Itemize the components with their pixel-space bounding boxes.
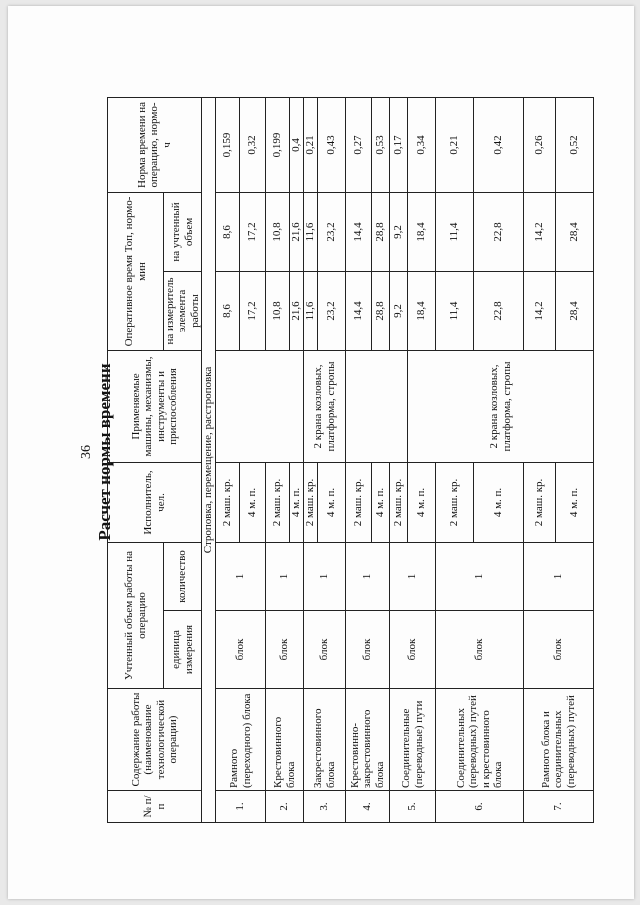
row-unit: блок (216, 611, 266, 689)
row-per-unit: 17,2 (240, 271, 266, 350)
row-executor: 2 маш. кр. (390, 462, 408, 542)
row-unit: блок (436, 611, 524, 689)
header-num: № п/п (108, 791, 202, 823)
row-executor: 2 маш. кр. (216, 462, 240, 542)
row-quantity: 1 (216, 542, 266, 610)
page-title-text: Расчет нормы времени (95, 363, 114, 541)
row-per-unit: 28,8 (372, 271, 390, 350)
row-per-volume: 8,6 (216, 192, 240, 271)
machines-cell-group-2: 2 крана козловых, платформа, стропы (408, 350, 594, 462)
row-executor: 2 маш. кр. (304, 462, 318, 542)
row-per-volume: 23,2 (318, 192, 346, 271)
row-per-volume: 11,6 (304, 192, 318, 271)
row-per-volume: 22,8 (474, 192, 524, 271)
row-per-volume: 9,2 (390, 192, 408, 271)
row-norm: 0,34 (408, 97, 436, 192)
time-norm-table-frame (107, 98, 581, 823)
row-norm: 0,42 (474, 97, 524, 192)
row-per-volume: 14,4 (346, 192, 372, 271)
row-num: 3. (304, 791, 346, 823)
row-per-unit: 14,2 (524, 271, 556, 350)
row-norm: 0,27 (346, 97, 372, 192)
header-quantity: количество (164, 542, 202, 610)
row-per-unit: 8,6 (216, 271, 240, 350)
row-per-unit: 10,8 (266, 271, 290, 350)
row-norm: 0,53 (372, 97, 390, 192)
row-executor: 4 м. п. (556, 462, 594, 542)
row-per-unit: 9,2 (390, 271, 408, 350)
row-unit: блок (304, 611, 346, 689)
row-num: 6. (436, 791, 524, 823)
row-content: Рамного блока и соединительных (переводных) путей (524, 689, 594, 791)
row-executor: 2 маш. кр. (346, 462, 372, 542)
header-executor: Исполнитель, чел. (108, 462, 202, 542)
section-title: Строповка, перемещение, расстроповка (202, 97, 216, 822)
row-content: Рамного (переходного) блока (216, 689, 266, 791)
header-norm: Норма времени на операцию, нормо-ч (108, 97, 202, 192)
table-row (216, 97, 240, 822)
row-content: Крестовинно-закрестовинного блока (346, 689, 390, 791)
header-per-unit: на измеритель элемента работы (164, 271, 202, 350)
machines-cell-top (216, 350, 304, 462)
header-content: Содержание работы (наименование технологической операции) (108, 689, 202, 791)
table-body (108, 97, 594, 822)
row-executor: 2 маш. кр. (524, 462, 556, 542)
row-executor: 4 м. п. (372, 462, 390, 542)
row-norm: 0,26 (524, 97, 556, 192)
row-per-unit: 11,6 (304, 271, 318, 350)
row-executor: 2 маш. кр. (436, 462, 474, 542)
row-norm: 0,159 (216, 97, 240, 192)
row-per-volume: 11,4 (436, 192, 474, 271)
page-number-text: 36 (79, 445, 94, 459)
row-norm: 0,52 (556, 97, 594, 192)
row-norm: 0,32 (240, 97, 266, 192)
row-per-volume: 28,8 (372, 192, 390, 271)
machines-cell-group: 2 крана козловых, платформа, стропы (304, 350, 346, 462)
table-row (304, 97, 318, 822)
row-per-unit: 23,2 (318, 271, 346, 350)
row-per-volume: 17,2 (240, 192, 266, 271)
header-volume: Учтенный объем работы на операцию (108, 542, 164, 688)
row-content: Закрестовинного блока (304, 689, 346, 791)
row-per-unit: 22,8 (474, 271, 524, 350)
row-executor: 4 м. п. (474, 462, 524, 542)
row-per-unit: 28,4 (556, 271, 594, 350)
row-num: 5. (390, 791, 436, 823)
row-unit: блок (390, 611, 436, 689)
row-num: 1. (216, 791, 266, 823)
machines-cell-mid (346, 350, 408, 462)
row-executor: 2 маш. кр. (266, 462, 290, 542)
row-quantity: 1 (266, 542, 304, 610)
row-quantity: 1 (390, 542, 436, 610)
row-num: 7. (524, 791, 594, 823)
row-per-volume: 28,4 (556, 192, 594, 271)
row-per-unit: 11,4 (436, 271, 474, 350)
row-quantity: 1 (524, 542, 594, 610)
row-per-volume: 21,6 (290, 192, 304, 271)
row-per-unit: 21,6 (290, 271, 304, 350)
row-num: 4. (346, 791, 390, 823)
row-content: Соединительных (переводных) путей и крестовинного блока (436, 689, 524, 791)
table-row (346, 97, 372, 822)
row-per-unit: 14,4 (346, 271, 372, 350)
header-row-top (108, 97, 164, 822)
section-row (202, 97, 216, 822)
row-num: 2. (266, 791, 304, 823)
header-optime: Оперативное время Топ, нормо-мин (108, 192, 164, 350)
row-per-unit: 18,4 (408, 271, 436, 350)
row-per-volume: 10,8 (266, 192, 290, 271)
row-norm: 0,21 (304, 97, 318, 192)
row-quantity: 1 (346, 542, 390, 610)
row-quantity: 1 (436, 542, 524, 610)
row-norm: 0,4 (290, 97, 304, 192)
time-norm-table (107, 97, 594, 823)
row-quantity: 1 (304, 542, 346, 610)
header-machines: Применяемые машины, механизмы, инструменты и приспособления (108, 350, 202, 462)
row-norm: 0,43 (318, 97, 346, 192)
row-executor: 4 м. п. (240, 462, 266, 542)
row-per-volume: 14,2 (524, 192, 556, 271)
row-executor: 4 м. п. (318, 462, 346, 542)
row-unit: блок (266, 611, 304, 689)
row-unit: блок (524, 611, 594, 689)
row-norm: 0,199 (266, 97, 290, 192)
row-executor: 4 м. п. (290, 462, 304, 542)
row-norm: 0,21 (436, 97, 474, 192)
row-content: Соединительные (переводные) пути (390, 689, 436, 791)
row-executor: 4 м. п. (408, 462, 436, 542)
row-per-volume: 18,4 (408, 192, 436, 271)
row-norm: 0,17 (390, 97, 408, 192)
row-unit: блок (346, 611, 390, 689)
header-unit: единица измерения (164, 611, 202, 689)
header-per-volume: на учтенный объем (164, 192, 202, 271)
row-content: Крестовинного блока (266, 689, 304, 791)
